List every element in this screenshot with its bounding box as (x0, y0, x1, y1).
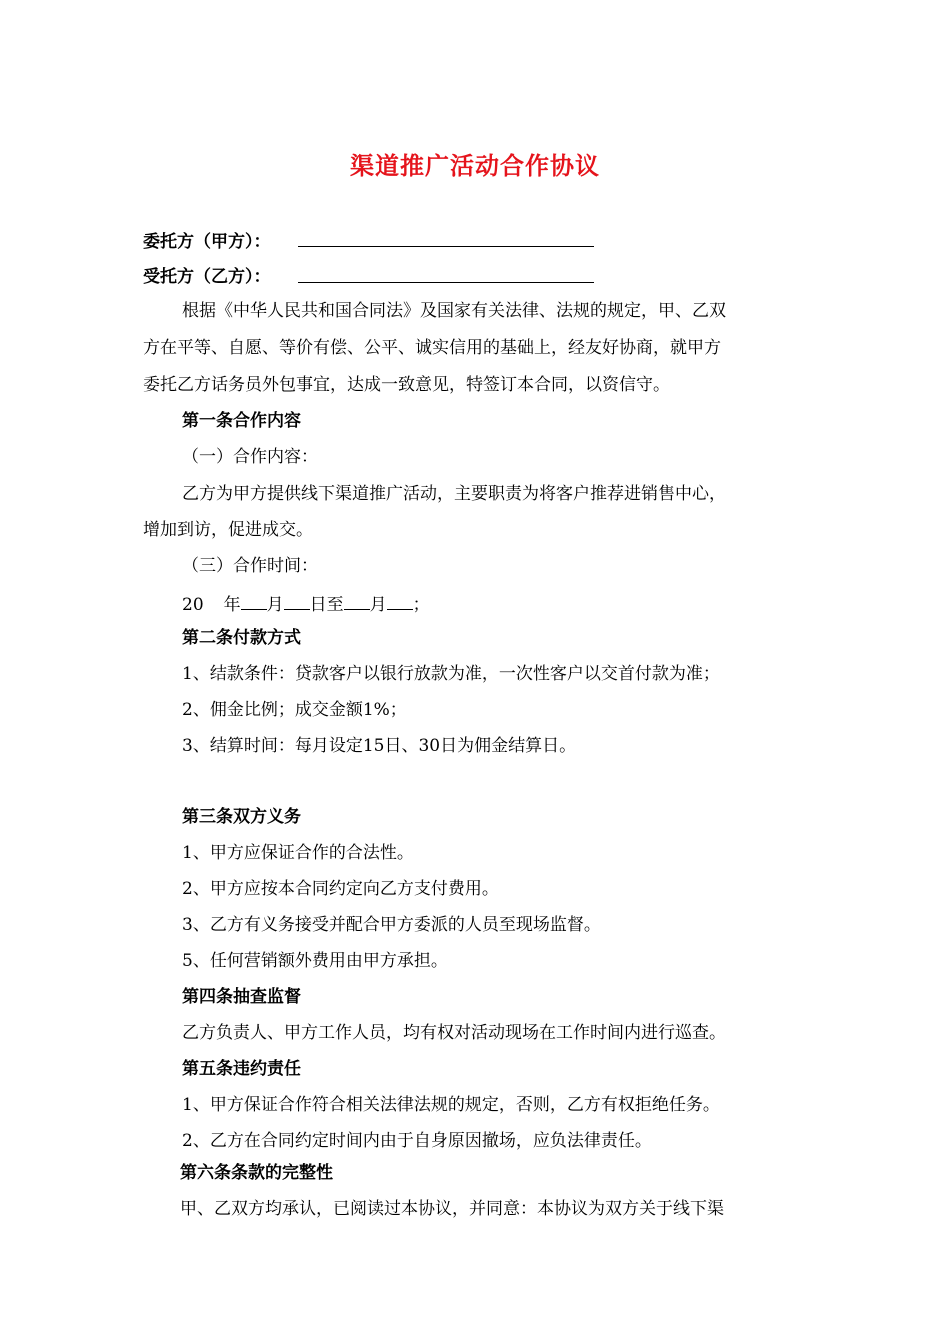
article5-item-2: 2、乙方在合同约定时间内由于自身原因撤场，应负法律责任。 (182, 1131, 652, 1151)
article1-body-line-2: 增加到访，促进成交。 (143, 520, 313, 540)
date-day-start-blank[interactable] (284, 591, 310, 610)
article3-item-1: 1、甲方应保证合作的合法性。 (182, 843, 414, 863)
article3-item-5: 5、任何营销额外费用由甲方承担。 (182, 951, 448, 971)
article2-item-3: 3、结算时间：每月设定15日、30日为佣金结算日。 (182, 736, 577, 756)
article4-heading: 第四条抽查监督 (182, 987, 301, 1007)
article2-item-2: 2、佣金比例；成交金额1%； (182, 700, 407, 720)
date-day-end-blank[interactable] (387, 591, 413, 610)
article3-heading: 第三条双方义务 (182, 807, 301, 827)
article1-heading: 第一条合作内容 (182, 411, 301, 431)
article6-heading: 第六条条款的完整性 (180, 1163, 333, 1183)
preamble-line-3: 委托乙方话务员外包事宜，达成一致意见，特签订本合同，以资信守。 (143, 375, 670, 395)
party-a-label: 委托方（甲方）： (143, 232, 271, 252)
article5-item-1: 1、甲方保证合作符合相关法律法规的规定，否则，乙方有权拒绝任务。 (182, 1095, 720, 1115)
date-year: 20 (182, 595, 204, 615)
article2-heading: 第二条付款方式 (182, 628, 301, 648)
date-year-suffix: 年 (223, 595, 241, 615)
date-month-end-blank[interactable] (344, 591, 370, 610)
preamble-line-2: 方在平等、自愿、等价有偿、公平、诚实信用的基础上，经友好协商，就甲方 (143, 338, 721, 358)
article3-item-3: 3、乙方有义务接受并配合甲方委派的人员至现场监督。 (182, 915, 601, 935)
cooperation-date-line (182, 591, 430, 616)
date-month2: 月 (369, 595, 387, 615)
date-month-start-blank[interactable] (241, 591, 267, 610)
party-a-blank[interactable] (298, 246, 594, 247)
preamble-line-1: 根据《中华人民共和国合同法》及国家有关法律、法规的规定，甲、乙双 (182, 301, 726, 321)
article1-body-line-1: 乙方为甲方提供线下渠道推广活动，主要职责为将客户推荐进销售中心， (182, 484, 726, 504)
article4-body: 乙方负责人、甲方工作人员，均有权对活动现场在工作时间内进行巡查。 (182, 1023, 726, 1043)
party-b-blank[interactable] (298, 282, 594, 283)
document-title: 渠道推广活动合作协议 (350, 152, 600, 180)
date-month1: 月 (266, 595, 284, 615)
date-day: 日至 (309, 595, 344, 615)
date-end: ； (412, 595, 430, 615)
article6-body: 甲、乙双方均承认，已阅读过本协议，并同意：本协议为双方关于线下渠 (180, 1199, 724, 1219)
article1-sub3: （三）合作时间： (182, 556, 318, 576)
article5-heading: 第五条违约责任 (182, 1059, 301, 1079)
article2-item-1: 1、结款条件：贷款客户以银行放款为准，一次性客户以交首付款为准； (182, 664, 720, 684)
article1-sub1: （一）合作内容： (182, 447, 318, 467)
party-b-label: 受托方（乙方）： (143, 267, 271, 287)
article3-item-2: 2、甲方应按本合同约定向乙方支付费用。 (182, 879, 499, 899)
